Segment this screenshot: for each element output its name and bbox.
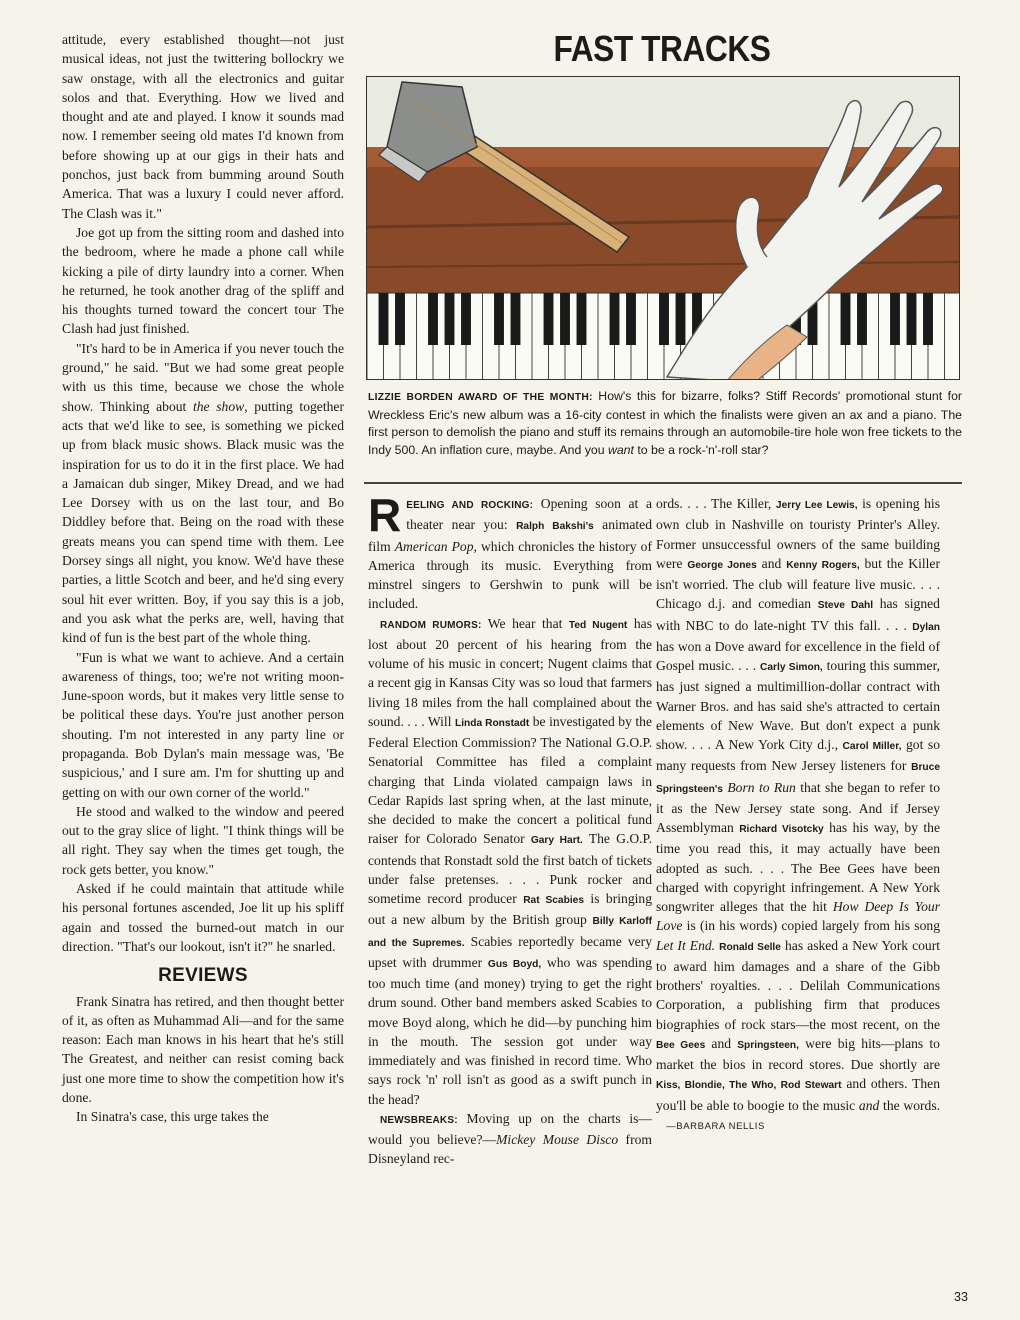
section-title: FAST TRACKS xyxy=(553,28,771,69)
reviews-paragraph: In Sinatra's case, this urge takes the xyxy=(76,1109,269,1125)
reviews-heading: REVIEWS xyxy=(158,965,248,987)
section-divider xyxy=(364,482,962,484)
article-paragraph: "Fun is what we want to achieve. And a certain awareness of things, too; we're not writing moon-June-spoon words, but it makes very little sense to be political these days. You're just another person shouting. I'm not interested in any party line or propaganda. Bob Dylan's main message was, 'Be suspicious,' and I sure am. I'm for shutting up and getting on with our own corner of the world." xyxy=(62,649,344,800)
illustration-ax-piano-glove xyxy=(366,76,960,380)
news-item: RANDOM RUMORS: We hear that Ted Nugent has lost about 20 percent of his hearing from the volume of his music in concert; Nugent claims that a recent gig in Kansas City was so loud that farmers living 18 miles from the hall complained about the sound. . . . Will Linda Ronstadt be investigated by the Federal Election Commission? The National G.O.P. Senatorial Committee has filed a complaint charging that Linda violated campaign laws in Cedar Rapids last spring when, at the last minute, she decided to make the concert a political fund raiser for Colorado Senator Gary Hart. The G.O.P. contends that Ronstadt sold the first batch of tickets under false pretenses. . . . Punk rocker and sometime record producer Rat Scabies is bringing out a new album by the British group Billy Karloff and the Supremes. Scabies reportedly became very upset with drummer Gus Boyd, who was spending too much time (and money) trying to get the right drum sound. Other band members asked Scabies to move Boyd along, which he did—by punching him in the mouth. The session got under way immediately and was finished in record time. Who says rock 'n' roll isn't as good as a swift punch in the head? xyxy=(368,615,653,1107)
illustration-caption: LIZZIE BORDEN AWARD OF THE MONTH: How's this for bizarre, folks? Stiff Records' promotional stunt for Wreckless Eric's new album was a 16-city contest in which the finalists were given an ax and a piano. The first person to demolish the piano and stuff its remains through an automobile-tire hole won free tickets to the Indy 500. An inflation cure, maybe. And you want to be a rock-'n'-roll star? xyxy=(368,389,962,457)
article-paragraph: Asked if he could maintain that attitude while his personal fortunes ascended, Joe lit up his spliff again and tossed the burned-out match in our direction. "That's our lookout, isn't it?" he snarled. xyxy=(62,881,344,954)
article-paragraph: He stood and walked to the window and peered out to the gray slice of light. "I think things will be all right. They say when the times get tough, the rock gets better, you know." xyxy=(62,803,344,877)
article-paragraph: Joe got up from the sitting room and dashed into the bedroom, where he made a phone call while kicking a pile of dirty laundry into a corner. When he returned, he took another drag of the spliff and his thoughts turned toward the concert tour The Clash had just finished. xyxy=(62,224,344,337)
illustration-svg xyxy=(367,77,960,380)
byline: —BARBARA NELLIS xyxy=(666,1120,765,1132)
article-paragraph: "It's hard to be in America if you never touch the ground," he said. "But we had some great people with us this time, because we chose the whole show. Thinking about the show, putting together acts that we'd like to see, is something we picked up from black music shows. Black music was the inspiration for us to do it in the first place. We had a Jamaican dub singer, Mikey Dread, and we had Lee Dorsey with us on the last tour, and Bo Diddley before that. Being on the road with these greats means you can spend time with them. Lee Dorsey sings all night, you know. We'd have these parties, a little Scotch and beer, and he'd sing every soul hit ever written. Boy, if you say this is a job, and you ask what the perks are, well, having that kind of fun is the best part of the whole thing. xyxy=(62,340,344,646)
fast-tracks-column-2 xyxy=(656,494,940,1136)
left-article-column xyxy=(62,30,344,1127)
fast-tracks-column-1 xyxy=(368,489,653,1169)
reviews-paragraph: Frank Sinatra has retired, and then thought better of it, as often as Muhammad Ali—and for the same reason: Each man knows in his heart that he's still The Greatest, and neither can resist coming back just one more time to show the competition how it's done. xyxy=(62,993,344,1106)
article-paragraph: attitude, every established thought—not just musical ideas, not just the twittering bollockry we saw onstage, with all the electronics and guitar solos and that. Everything. How we lived and thought and ate and played. I know it sounds mad now. I remember seeing old mates I'd known from before showing up at our gigs in their hats and ponchos, just back from bumming around South America. That was a luxury I could never afford. The Clash was it." xyxy=(62,32,344,221)
news-item: NEWSBREAKS: Moving up on the charts is—would you believe?—Mickey Mouse Disco from Disneyland rec- xyxy=(368,1110,652,1167)
page-number: 33 xyxy=(954,1290,968,1304)
news-item: ords. . . . The Killer, Jerry Lee Lewis, is opening his own club in Nashville on touristy Printer's Alley. Former unsuccessful owners of the same building were George Jones and Kenny Rogers, but the Killer isn't worried. The club will feature live music. . . . Chicago d.j. and comedian Steve Dahl has signed with NBC to do late-night TV this fall. . . . Dylan has won a Dove award for excellence in the field of Gospel music. . . . Carly Simon, touring this summer, has just signed a multimillion-dollar contract with Warner Bros. and has said she's attracted to certain elements of New Wave. But don't expect a punk show. . . . A New York City d.j., Carol Miller, got so many requests from New Jersey listeners for Bruce Springsteen's Born to Run that she began to refer to it as the New Jersey state song. And if Jersey Assemblyman Richard Visotcky has his way, by the time you read this, it may actually have been adopted as such. . . . The Bee Gees have been charged with copyright infringement. A New York songwriter alleges that the hit How Deep Is Your Love is (in his words) copied largely from his song Let It End. Ronald Selle has asked a New York court to award him damages and a share of the Gibb brothers' royalties. . . . Delilah Communications Corporation, a publishing firm that produces biographies of rock stars—the most recent, on the Bee Gees and Springsteen, were big hits—plans to market the bios in record stores. Due shortly are Kiss, Blondie, The Who, Rod Stewart and others. Then you'll be able to boogie to the music and the words. —BARBARA NELLIS xyxy=(656,496,941,1132)
drop-cap: R xyxy=(368,489,402,541)
news-item: REELING AND ROCKING: Opening soon at a theater near you: Ralph Bakshi's animated film American Pop, which chronicles the history of America through its music. Everything from minstrel singers to Gershwin to punk will be included. xyxy=(368,489,653,612)
caption-lead: LIZZIE BORDEN AWARD OF THE MONTH: xyxy=(368,392,593,403)
